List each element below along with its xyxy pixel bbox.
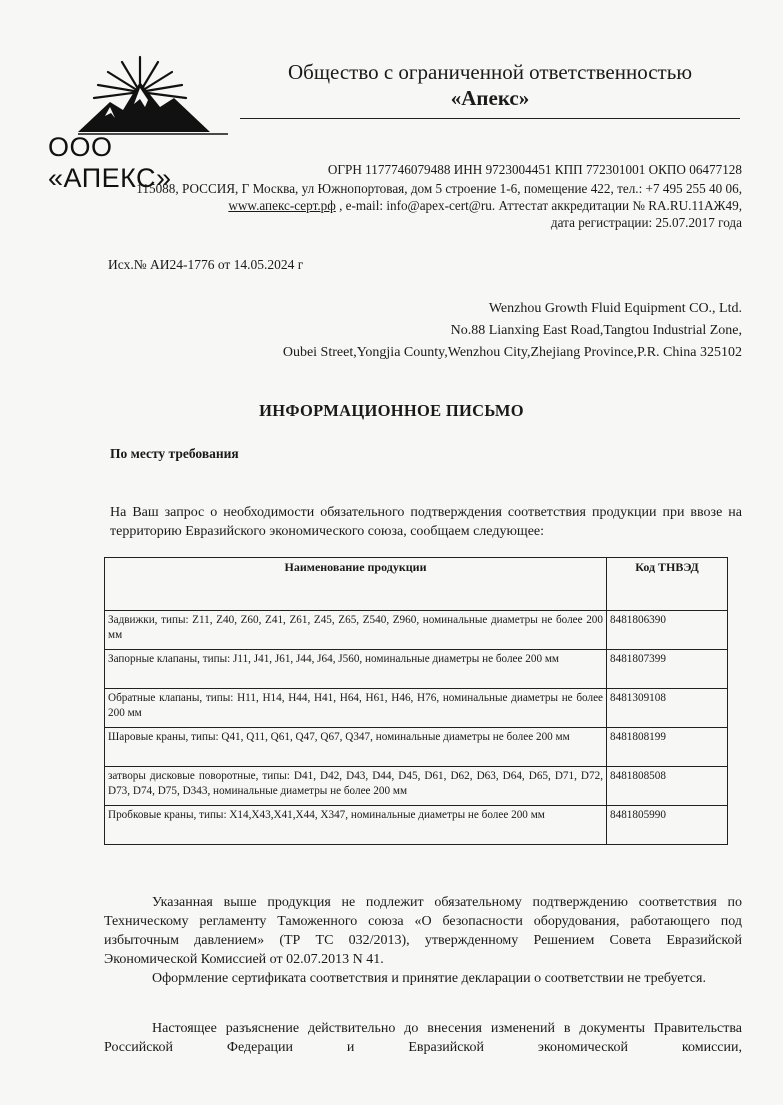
product-code: 8481807399 [607, 650, 728, 689]
product-name: Пробковые краны, типы: X14,X43,X41,X44, X347, номинальные диаметры не более 200 мм [105, 806, 607, 845]
product-code: 8481806390 [607, 611, 728, 650]
paragraph-not-subject: Указанная выше продукция не подлежит обязательному подтверждению соответствия по Техническому регламенту Таможенного союза «О безопасности оборудования, работающего под избыточным давлением» (ТР ТС 032/2013), утвержденному Решением Совета Евразийской Экономической Комиссией от 02.07.2013 N 41. [104, 895, 742, 967]
registration-line: ОГРН 1177746079488 ИНН 9723004451 КПП 772301001 ОКПО 06477128 [327, 162, 742, 177]
product-name: Задвижки, типы: Z11, Z40, Z60, Z41, Z61, Z45, Z65, Z540, Z960, номинальные диаметры не более 200 мм [105, 611, 607, 650]
product-name: затворы дисковые поворотные, типы: D41, D42, D43, D44, D45, D61, D62, D63, D64, D65, D71, D72, D73, D74, D75, D343, номинальные диаметры не более 200 мм [105, 767, 607, 806]
table-row [105, 767, 728, 806]
table-row [105, 806, 728, 845]
products-table [104, 557, 728, 845]
paragraph-validity: Настоящее разъяснение действительно до внесения изменений в документы Правительства Российской Федерации и Евразийской экономической комиссии, [104, 1021, 742, 1055]
table-row [105, 689, 728, 728]
website-link[interactable]: www.апекс-серт.рф [228, 198, 336, 213]
org-name: «Апекс» [450, 86, 530, 110]
registration-date: дата регистрации: 25.07.2017 года [550, 215, 742, 230]
recipient-line-1: Wenzhou Growth Fluid Equipment CO., Ltd. [488, 301, 742, 316]
product-code: 8481808199 [607, 728, 728, 767]
table-row [105, 728, 728, 767]
recipient-line-3: Oubei Street,Yongjia County,Wenzhou City,Zhejiang Province,P.R. China 325102 [282, 345, 742, 360]
letter-title: ИНФОРМАЦИОННОЕ ПИСЬМО [259, 401, 524, 420]
table-row [105, 611, 728, 650]
product-code: 8481808508 [607, 767, 728, 806]
product-name: Запорные клапаны, типы: J11, J41, J61, J44, J64, J560, номинальные диаметры не более 200 мм [105, 650, 607, 689]
company-logo [48, 52, 238, 193]
header-divider [240, 118, 740, 119]
address-block [110, 180, 742, 231]
on-demand-label: По месту требования [110, 446, 239, 461]
contact-text: , e-mail: info@apex-cert@ru. Аттестат аккредитации № RA.RU.11АЖ49, [335, 198, 742, 213]
header-product-name: Наименование продукции [105, 558, 607, 611]
paragraph-no-certificate: Оформление сертификата соответствия и принятие декларации о соответствии не требуется. [152, 971, 706, 986]
product-name: Обратные клапаны, типы: H11, H14, H44, H41, H64, H61, H46, H76, номинальные диаметры не более 200 мм [105, 689, 607, 728]
mountain-logo-icon [78, 52, 228, 137]
recipient-block [200, 298, 742, 364]
logo-text: ООО «АПЕКС» [48, 132, 172, 193]
recipient-line-2: No.88 Lianxing East Road,Tangtou Industrial Zone, [450, 323, 742, 338]
address-text: 115088, РОССИЯ, Г Москва, ул Южнопортовая, дом 5 строение 1-6, помещение 422, тел.: +7 495 255 40 06, [136, 181, 742, 196]
org-legal-form: Общество с ограниченной ответственностью [287, 60, 693, 84]
intro-paragraph: На Ваш запрос о необходимости обязательного подтверждения соответствия продукции при ввозе на территорию Евразийского экономического союза, сообщаем следующее: [110, 505, 742, 539]
outgoing-number: Исх.№ АИ24-1776 от 14.05.2024 г [108, 257, 304, 272]
product-name: Шаровые краны, типы: Q41, Q11, Q61, Q47, Q67, Q347, номинальные диаметры не более 200 мм [105, 728, 607, 767]
header-code: Код ТНВЭД [607, 558, 728, 611]
product-code: 8481805990 [607, 806, 728, 845]
table-row [105, 650, 728, 689]
table-header-row [105, 558, 728, 611]
product-code: 8481309108 [607, 689, 728, 728]
